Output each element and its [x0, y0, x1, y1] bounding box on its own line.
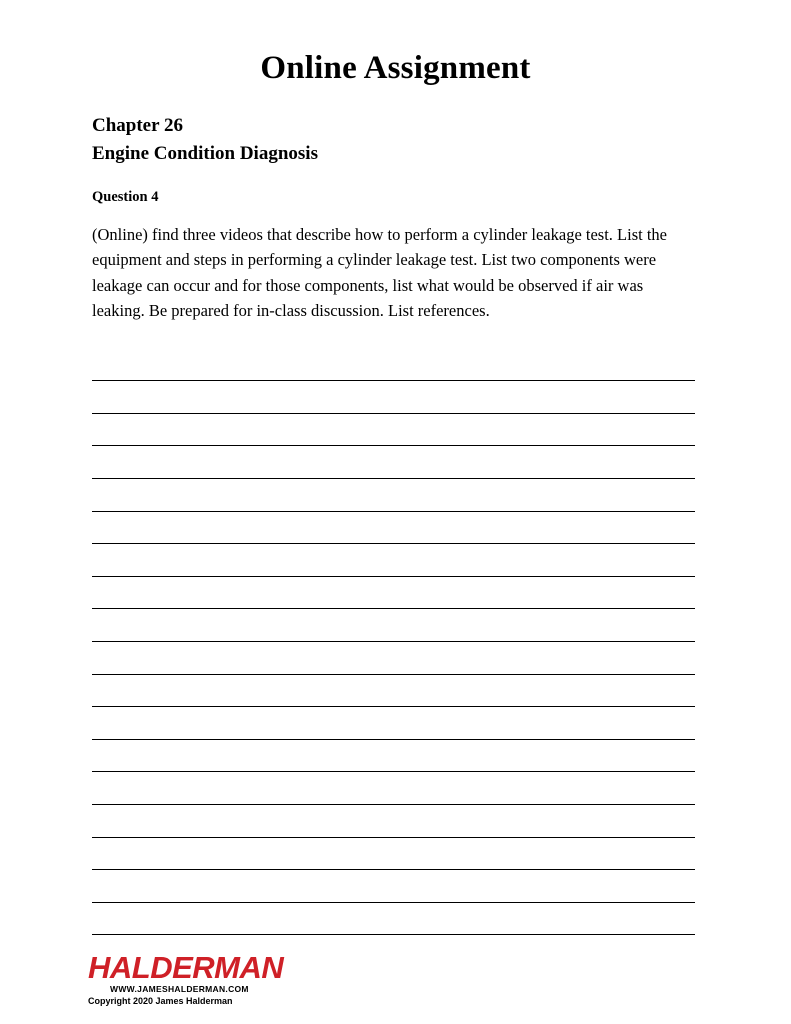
answer-line[interactable]: [92, 805, 695, 838]
answer-line[interactable]: [92, 414, 695, 447]
answer-line[interactable]: [92, 870, 695, 903]
answer-line[interactable]: [92, 707, 695, 740]
answer-line[interactable]: [92, 838, 695, 871]
answer-line[interactable]: [92, 903, 695, 936]
halderman-logo: HALDERMAN: [88, 950, 284, 985]
answer-lines: [92, 349, 695, 936]
question-label: Question 4: [92, 189, 159, 206]
answer-line[interactable]: [92, 609, 695, 642]
chapter-number: Chapter 26: [92, 115, 183, 137]
answer-line[interactable]: [92, 740, 695, 773]
question-text: (Online) find three videos that describe how to perform a cylinder leakage test. List the equipment and steps in performing a cylinder leakage test. List two components were leakage can occur and for those components, list what would be observed if air was leaking. Be prepared for in-class discussion. List references.: [92, 225, 668, 320]
answer-line[interactable]: [92, 381, 695, 414]
answer-line[interactable]: [92, 772, 695, 805]
answer-line[interactable]: [92, 577, 695, 610]
brand-website: WWW.JAMESHALDERMAN.COM: [110, 984, 249, 994]
chapter-heading: [92, 112, 791, 167]
answer-line[interactable]: [92, 544, 695, 577]
copyright-notice: Copyright 2020 James Halderman: [88, 996, 233, 1006]
chapter-title: Engine Condition Diagnosis: [92, 142, 318, 164]
page-title: Online Assignment: [260, 50, 531, 86]
footer: [88, 952, 283, 1006]
answer-line[interactable]: [92, 642, 695, 675]
answer-line[interactable]: [92, 446, 695, 479]
answer-line[interactable]: [92, 675, 695, 708]
answer-line[interactable]: [92, 349, 695, 382]
answer-line[interactable]: [92, 479, 695, 512]
answer-line[interactable]: [92, 512, 695, 545]
